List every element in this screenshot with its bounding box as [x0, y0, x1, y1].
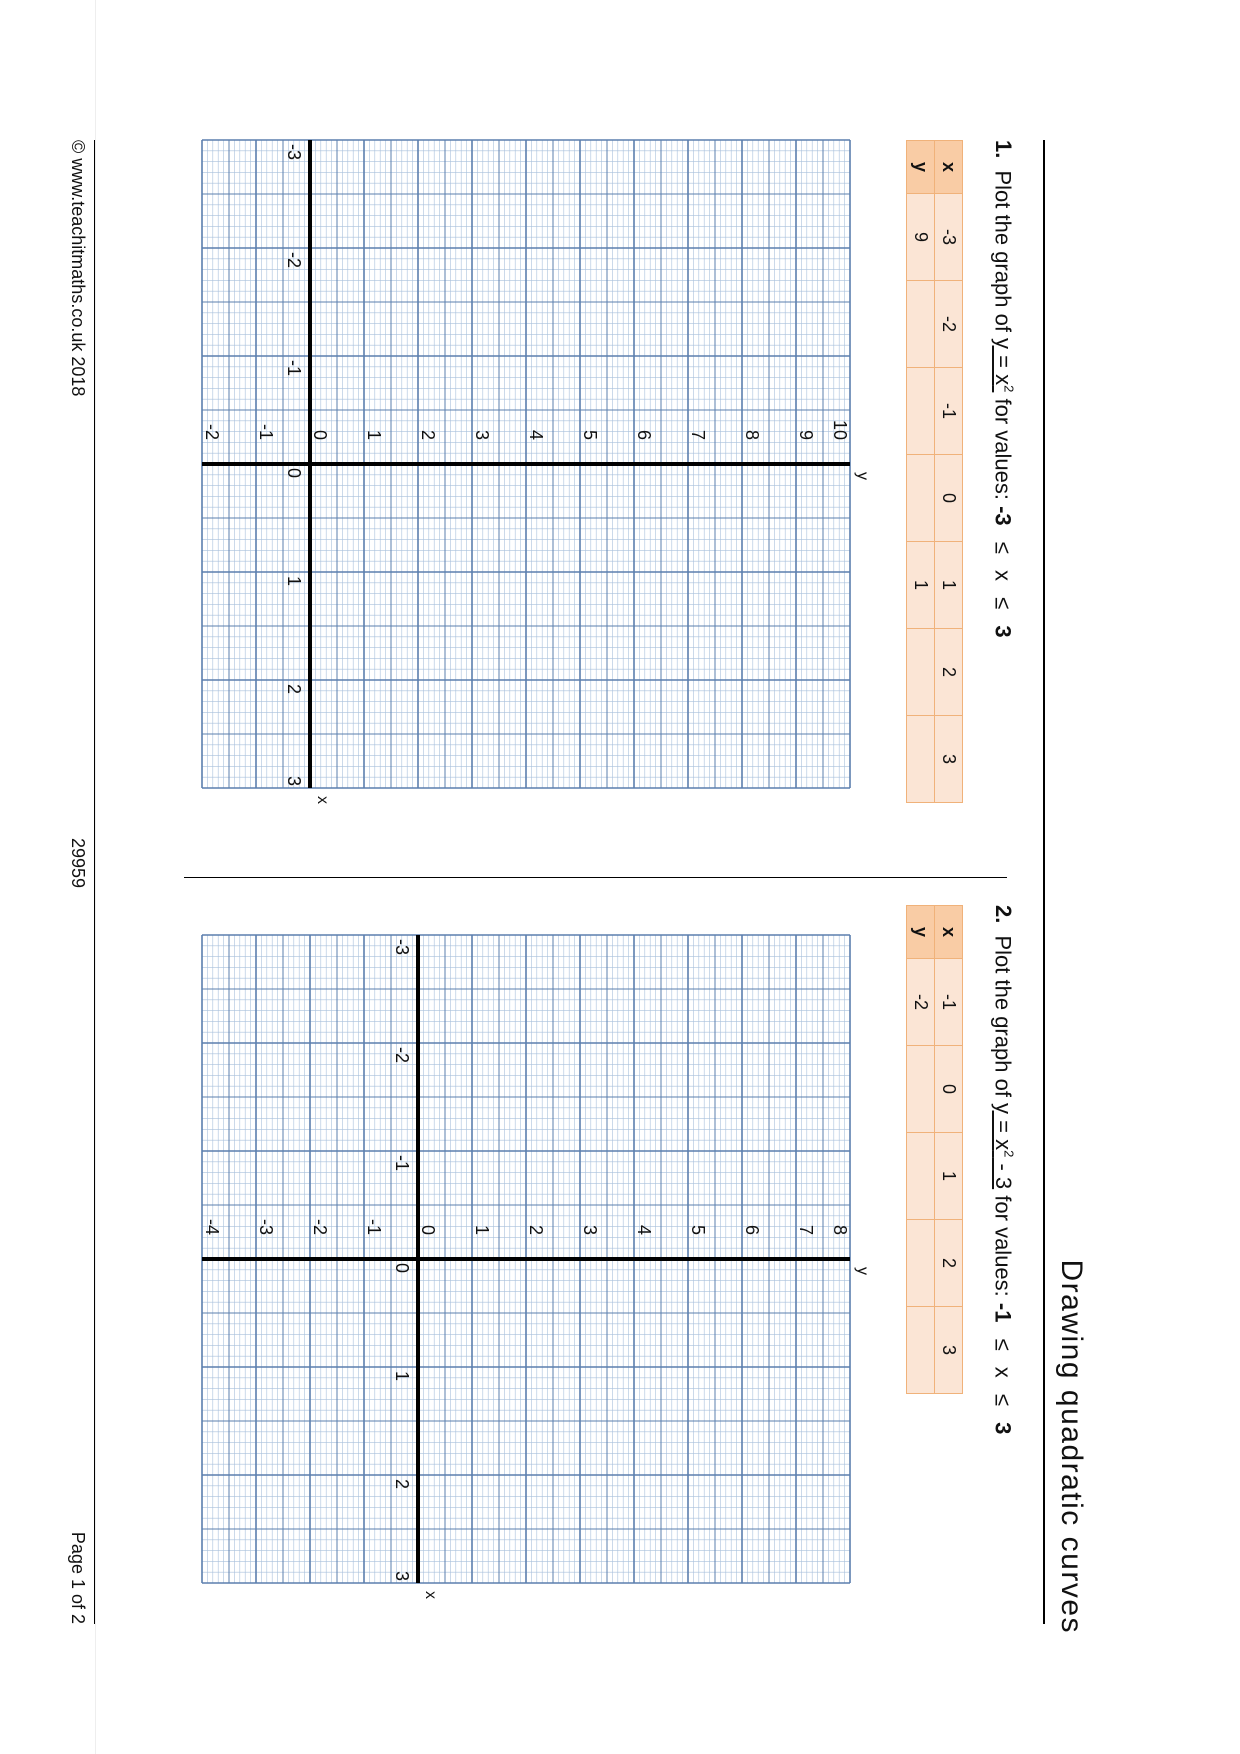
table-cell: -2	[907, 959, 935, 1046]
leq-symbol: ≤	[990, 1338, 1016, 1351]
y-tick-label: -3	[256, 1218, 276, 1235]
y-tick-label: -2	[202, 423, 222, 440]
y-tick-label: -2	[310, 1218, 330, 1235]
footer-copyright: © www.teachitmaths.co.uk 2018	[68, 140, 88, 397]
range-upper: 3	[990, 1422, 1016, 1435]
values-table-1	[906, 140, 963, 803]
table-cell	[907, 1133, 935, 1220]
y-tick-label: 7	[796, 1224, 816, 1235]
y-tick-label: 3	[472, 429, 492, 440]
column-divider	[184, 877, 1007, 878]
y-tick-label: 0	[310, 429, 330, 440]
table-cell: 0	[935, 1046, 963, 1133]
y-tick-label: 2	[418, 429, 438, 440]
table-cell: -3	[935, 194, 963, 281]
table-cell: 1	[935, 1133, 963, 1220]
table-cell: 2	[935, 1220, 963, 1307]
table-row-y	[907, 906, 935, 1394]
range-variable: x	[990, 1366, 1016, 1378]
range-lower: -3	[990, 506, 1016, 526]
range-upper: 3	[990, 625, 1016, 638]
leq-symbol: ≤	[990, 1393, 1016, 1406]
y-axis-label: y	[854, 1267, 871, 1275]
y-tick-label: 8	[742, 429, 762, 440]
page-title: Drawing quadratic curves	[1055, 1259, 1088, 1634]
graph-grid-2	[195, 935, 871, 1599]
equation	[991, 338, 1016, 392]
table-row-x	[935, 906, 963, 1394]
y-axis-label: y	[854, 472, 871, 480]
y-tick-label: 4	[634, 1224, 654, 1235]
y-tick-label: 1	[364, 429, 384, 440]
x-tick-label: -2	[284, 252, 304, 269]
table-cell: 3	[935, 1307, 963, 1394]
footer-code: 29959	[68, 838, 88, 889]
x-tick-label: 2	[392, 1479, 412, 1490]
graph-1-svg	[200, 140, 871, 804]
table-cell: 9	[907, 194, 935, 281]
table-header-x: x	[935, 906, 963, 959]
table-cell	[907, 368, 935, 455]
table-header-x: x	[935, 141, 963, 194]
question-2-prompt	[990, 905, 1016, 1434]
y-tick-label: 4	[526, 429, 546, 440]
leq-symbol: ≤	[990, 597, 1016, 610]
equation-tail: - 3	[990, 1157, 1016, 1190]
question-prefix: Plot the graph of	[990, 170, 1016, 339]
table-header-y: y	[907, 141, 935, 194]
x-axis-label: x	[314, 796, 331, 804]
table-cell	[907, 629, 935, 716]
y-tick-label: 6	[634, 429, 654, 440]
range-variable: x	[990, 569, 1016, 581]
x-tick-label: 0	[392, 1263, 412, 1274]
y-tick-label: 0	[418, 1224, 438, 1235]
x-tick-label: 3	[284, 776, 304, 787]
table-cell: -2	[935, 281, 963, 368]
range-lower: -1	[990, 1302, 1016, 1323]
equation-base: y = x	[990, 1103, 1016, 1151]
equation	[991, 1103, 1016, 1189]
x-axis-label: x	[422, 1591, 439, 1599]
graph-2-svg	[200, 935, 871, 1599]
graph-grid-1	[195, 140, 871, 804]
x-tick-label: -1	[284, 360, 304, 377]
y-tick-label: 9	[796, 429, 816, 440]
footer-rule	[94, 140, 95, 1624]
question-number: 2.	[990, 905, 1016, 924]
table-cell	[907, 281, 935, 368]
x-tick-label: 2	[284, 684, 304, 695]
table-cell: -1	[935, 959, 963, 1046]
title-rule	[1043, 140, 1045, 1624]
table-cell: 2	[935, 629, 963, 716]
leq-symbol: ≤	[990, 541, 1016, 554]
table-row-y	[907, 141, 935, 803]
y-tick-label: 3	[580, 1224, 600, 1235]
equation-base: y = x	[990, 338, 1016, 386]
y-tick-label: -1	[364, 1218, 384, 1235]
table-cell: 1	[935, 542, 963, 629]
equation-exponent: 2	[1001, 385, 1016, 393]
table-cell	[907, 455, 935, 542]
x-tick-label: 0	[284, 468, 304, 479]
footer-page-number: Page 1 of 2	[68, 1531, 88, 1624]
question-number: 1.	[990, 140, 1016, 159]
table-cell: 0	[935, 455, 963, 542]
question-middle: for values:	[990, 398, 1016, 507]
x-tick-label: -1	[392, 1155, 412, 1172]
y-tick-label: 2	[526, 1224, 546, 1235]
x-tick-label: -3	[284, 144, 304, 161]
x-tick-label: 3	[392, 1571, 412, 1582]
table-cell	[907, 716, 935, 803]
y-tick-label: 6	[742, 1224, 762, 1235]
y-tick-label: 7	[688, 429, 708, 440]
y-tick-label: 8	[830, 1224, 850, 1235]
table-cell: 1	[907, 542, 935, 629]
x-tick-label: 1	[392, 1371, 412, 1382]
question-prefix: Plot the graph of	[990, 935, 1016, 1104]
question-middle: for values:	[990, 1195, 1016, 1303]
question-1-prompt	[990, 140, 1016, 638]
y-tick-label: -4	[202, 1218, 222, 1235]
y-tick-label: 10	[830, 419, 850, 440]
y-tick-label: 5	[688, 1224, 708, 1235]
table-cell	[907, 1220, 935, 1307]
x-tick-label: -3	[392, 939, 412, 956]
y-tick-label: -1	[256, 423, 276, 440]
table-cell: 3	[935, 716, 963, 803]
x-tick-label: -2	[392, 1047, 412, 1064]
table-header-y: y	[907, 906, 935, 959]
y-tick-label: 1	[472, 1224, 492, 1235]
x-tick-label: 1	[284, 576, 304, 587]
values-table-2	[906, 905, 963, 1394]
table-cell	[907, 1046, 935, 1133]
y-tick-label: 5	[580, 429, 600, 440]
table-cell	[907, 1307, 935, 1394]
equation-exponent: 2	[1001, 1150, 1016, 1158]
table-row-x	[935, 141, 963, 803]
table-cell: -1	[935, 368, 963, 455]
